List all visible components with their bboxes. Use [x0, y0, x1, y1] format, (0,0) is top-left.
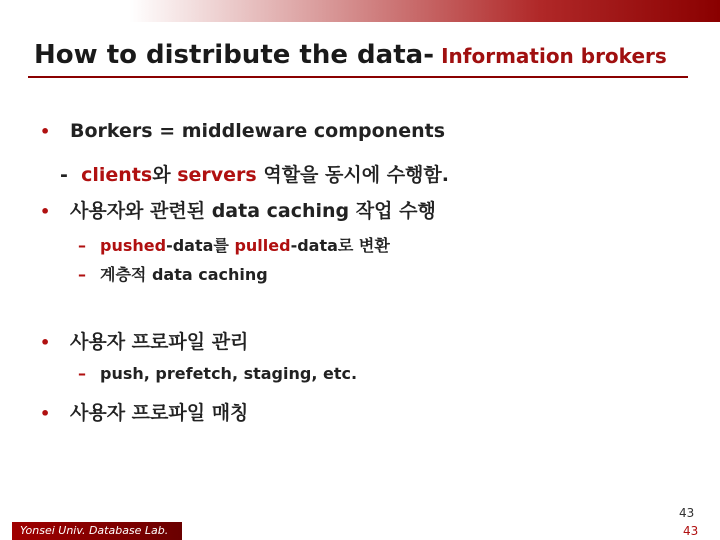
bullet-3 [40, 327, 248, 354]
page-number-footer: 43 [683, 524, 699, 538]
bullet-2-sub-1-text-a: -data를 [166, 236, 235, 255]
slide-title [34, 40, 667, 70]
bullet-2-text: 사용자와 관련된 data caching 작업 수행 [70, 200, 436, 222]
sub-bullet-icon: – [78, 364, 86, 383]
keyword-servers: servers [177, 164, 257, 186]
keyword-clients: clients [81, 164, 153, 186]
footer-bar [12, 522, 182, 540]
bullet-3-sub-1-text: push, prefetch, staging, etc. [100, 364, 358, 383]
bullet-4 [40, 398, 248, 425]
dash-icon: - [60, 164, 68, 186]
sub-bullet-icon: – [78, 265, 86, 284]
footer-label: Yonsei Univ. Database Lab. [20, 524, 169, 537]
bullet-icon: • [40, 404, 51, 423]
page-number: 43 [679, 506, 695, 520]
bullet-icon: • [40, 122, 51, 141]
bullet-icon: • [40, 202, 51, 221]
sub-bullet-icon: – [78, 236, 86, 255]
bullet-1-text: Borkers = middleware components [70, 120, 445, 142]
bullet-2 [40, 196, 436, 223]
keyword-pushed: pushed [100, 236, 167, 255]
slide-title-sub: Information brokers [441, 44, 667, 68]
bullet-2-sub-2-text: 계층적 data caching [100, 265, 268, 284]
bullet-2-sub-1-text-b: -data로 변환 [290, 236, 390, 255]
bullet-1-sub-text-a: 와 [152, 164, 178, 186]
bullet-3-text: 사용자 프로파일 관리 [70, 331, 249, 353]
bullet-1 [40, 120, 445, 142]
slide-title-main: How to distribute the data- [34, 40, 434, 70]
bullet-3-sub-1 [78, 364, 357, 383]
bullet-2-sub-2 [78, 262, 268, 285]
bullet-1-sub-text-b: 역할을 동시에 수행함. [256, 164, 449, 186]
bullet-4-text: 사용자 프로파일 매칭 [70, 402, 249, 424]
top-gradient-band [0, 0, 720, 22]
bullet-icon: • [40, 333, 51, 352]
title-underline [28, 76, 688, 78]
bullet-1-sub [60, 160, 449, 187]
bullet-2-sub-1 [78, 233, 390, 256]
keyword-pulled: pulled [234, 236, 291, 255]
